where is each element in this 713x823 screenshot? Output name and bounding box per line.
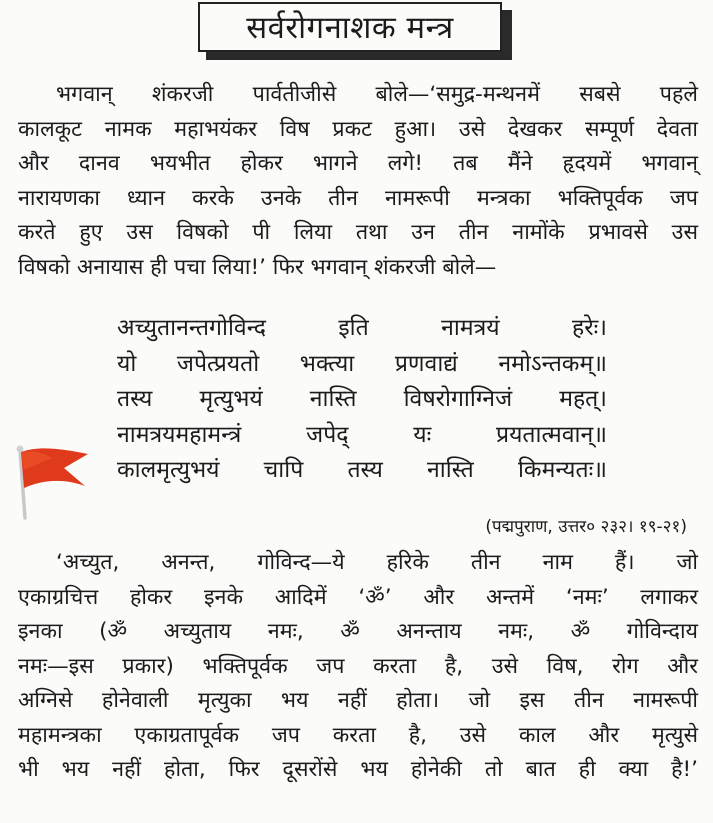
- page-title: सर्वरोगनाशक मन्त्र: [198, 2, 502, 52]
- explanation-line: अग्निसे होनेवाली मृत्युका भय नहीं होता। जो इस तीन नामरूपी: [18, 688, 698, 713]
- verse-line: कालमृत्युभयं चापि तस्य नास्ति किमन्यतः॥: [117, 457, 607, 483]
- sanskrit-verse: [117, 311, 607, 489]
- intro-line: करते हुए उस विषको पी लिया तथा उन तीन नामोंके प्रभावसे उस: [18, 220, 698, 245]
- title-frame: [198, 2, 516, 64]
- verse-line: तस्य मृत्युभयं नास्ति विषरोगाग्निजं महत्।: [117, 386, 607, 412]
- intro-paragraph: [18, 78, 698, 285]
- intro-line: भगवान् शंकरजी पार्वतीजीसे बोले—‘समुद्र-मन्थनमें सबसे पहले: [56, 82, 698, 107]
- explanation-line: महामन्त्रका एकाग्रतापूर्वक जप करता है, उसे काल और मृत्युसे: [18, 722, 698, 748]
- explanation-line: एकाग्रचित्त होकर इनके आदिमें ‘ॐ’ और अन्तमें ‘नमः’ लगाकर: [18, 584, 698, 610]
- explanation-line: ‘अच्युत, अनन्त, गोविन्द—ये हरिके तीन नाम हैं। जो: [56, 550, 698, 575]
- verse-line: यो जपेत्प्रयतो भक्त्या प्रणवाद्यं नमोऽन्तकम्॥: [117, 350, 607, 377]
- explanation-line: इनका (ॐ अच्युताय नमः, ॐ अनन्ताय नमः, ॐ गोविन्दाय: [18, 619, 698, 644]
- verse-line: नामत्रयमहामन्त्रं जपेद् यः प्रयतात्मवान्॥: [117, 421, 607, 448]
- intro-line: और दानव भयभीत होकर भागने लगे! तब मैंने हृदयमें भगवान्: [18, 151, 698, 176]
- scripture-reference: (पद्मपुराण, उत्तर० २३२। १९-२१): [485, 517, 687, 537]
- explanation-paragraph: [18, 546, 698, 788]
- intro-line: विषको अनायास ही पचा लिया!’ फिर भगवान् शंकरजी बोले—: [18, 254, 497, 280]
- saffron-flag-icon: [8, 440, 92, 520]
- verse-line: अच्युतानन्तगोविन्द इति नामत्रयं हरेः।: [117, 315, 607, 341]
- explanation-line: भी भय नहीं होता, फिर दूसरोंसे भय होनेकी तो बात ही क्या है!’: [18, 757, 698, 782]
- explanation-line: नमः—इस प्रकार) भक्तिपूर्वक जप करता है, उसे विष, रोग और: [18, 653, 698, 679]
- intro-line: कालकूट नामक महाभयंकर विष प्रकट हुआ। उसे देखकर सम्पूर्ण देवता: [18, 116, 698, 142]
- intro-line: नारायणका ध्यान करके उनके तीन नामरूपी मन्त्रका भक्तिपूर्वक जप: [18, 185, 698, 211]
